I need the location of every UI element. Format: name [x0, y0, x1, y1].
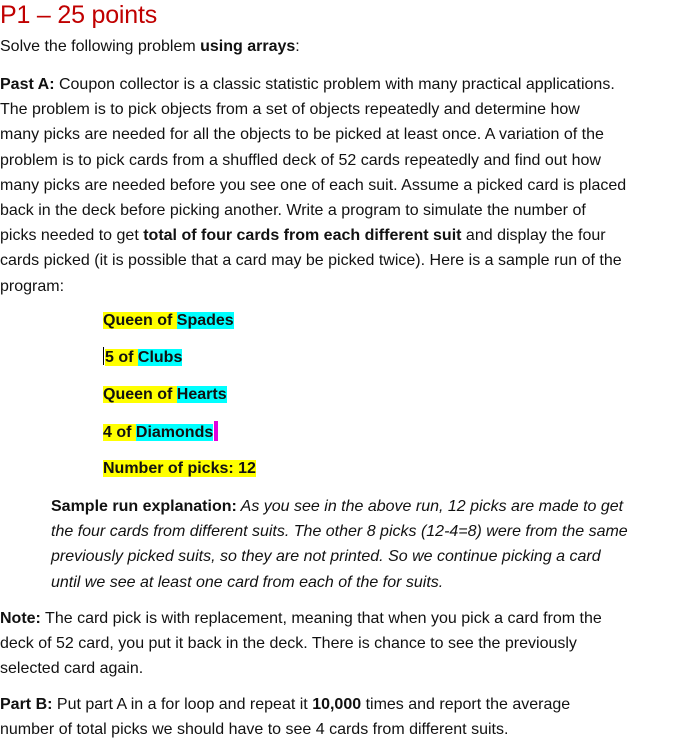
part-b-line-1 — [0, 692, 570, 717]
sample-line-1 — [103, 310, 234, 332]
sample-rank-4: 4 of — [103, 424, 136, 441]
part-b-paragraph — [0, 692, 570, 742]
part-a-label: Past A: — [0, 76, 55, 93]
part-b-bold: 10,000 — [312, 696, 362, 713]
explanation-line-4 — [51, 570, 628, 595]
part-a-line-3: many picks are needed for all the objects to be picked at least once. A variation of the — [0, 126, 604, 144]
explanation-line-1 — [51, 494, 628, 519]
part-b-prefix: Put part A in a for loop and repeat it — [52, 696, 313, 713]
explanation-label: Sample run explanation: — [51, 498, 237, 515]
note-line-3: selected card again. — [0, 660, 144, 678]
part-a-line-7-suffix: and display the four — [461, 227, 606, 245]
explanation-text-1: As you see in the above run, 12 picks are made to get — [236, 498, 624, 515]
part-a-line-5: many picks are needed before you see one of each suit. Assume a picked card is placed — [0, 176, 627, 194]
sample-picks-line — [103, 458, 256, 480]
explanation-line-3 — [51, 544, 628, 569]
sample-explanation — [51, 494, 628, 595]
sample-suit-3: Hearts — [176, 386, 227, 403]
note-line-2: deck of 52 card, you put it back in the deck. There is chance to see the previously — [0, 635, 577, 653]
part-b-suffix: times and report the average — [361, 696, 571, 713]
sample-rank-2: 5 of — [105, 349, 138, 366]
explanation-line-2 — [51, 519, 628, 544]
intro-suffix: : — [295, 38, 300, 55]
part-a-line-7-prefix: picks needed to get — [0, 227, 144, 245]
part-a-line-2: The problem is to pick objects from a set of objects repeatedly and determine how — [0, 101, 580, 119]
part-b-line-2: number of total picks we should have to see 4 cards from different suits. — [0, 721, 509, 739]
note-text-1: The card pick is with replacement, meaning that when you pick a card from the — [40, 610, 602, 627]
page-title: P1 – 25 points — [0, 1, 158, 29]
part-b-label: Part B: — [0, 696, 53, 713]
explanation-text-3: previously picked suits, so they are not printed. So we continue picking a card — [51, 548, 601, 566]
text-caret — [103, 347, 104, 365]
part-a-paragraph — [0, 72, 626, 299]
sample-rank-3: Queen of — [103, 386, 177, 403]
sample-rank-1: Queen of — [103, 312, 177, 329]
sample-line-4 — [103, 421, 218, 444]
sample-line-2 — [103, 347, 182, 369]
part-a-line-1 — [0, 72, 626, 97]
magenta-marker — [214, 421, 218, 441]
explanation-text-2: the four cards from different suits. The other 8 picks (12-4=8) were from the same — [51, 523, 628, 541]
sample-suit-1: Spades — [176, 312, 234, 329]
note-paragraph — [0, 606, 602, 682]
part-a-line-7 — [0, 223, 626, 248]
part-a-line-7-bold: total of four cards from each different suit — [143, 227, 462, 245]
explanation-text-4: until we see at least one card from each of the for suits. — [51, 573, 444, 591]
note-label: Note: — [0, 610, 41, 627]
sample-suit-4: Diamonds — [135, 424, 214, 441]
part-a-text-1: Coupon collector is a classic statistic problem with many practical applications. — [54, 76, 615, 93]
part-a-line-8: cards picked (it is possible that a card may be picked twice). Here is a sample run of the — [0, 252, 622, 270]
intro-bold: using arrays — [200, 38, 296, 55]
sample-picks-text: Number of picks: 12 — [103, 460, 256, 477]
part-a-line-4: problem is to pick cards from a shuffled deck of 52 cards repeatedly and find out how — [0, 151, 601, 169]
sample-line-3 — [103, 384, 227, 406]
intro-text — [0, 36, 300, 58]
intro-prefix: Solve the following problem — [0, 38, 201, 55]
part-a-line-6: back in the deck before picking another. Write a program to simulate the number of — [0, 202, 586, 220]
note-line-1 — [0, 606, 602, 631]
sample-suit-2: Clubs — [137, 349, 183, 366]
part-a-line-9: program: — [0, 277, 65, 295]
